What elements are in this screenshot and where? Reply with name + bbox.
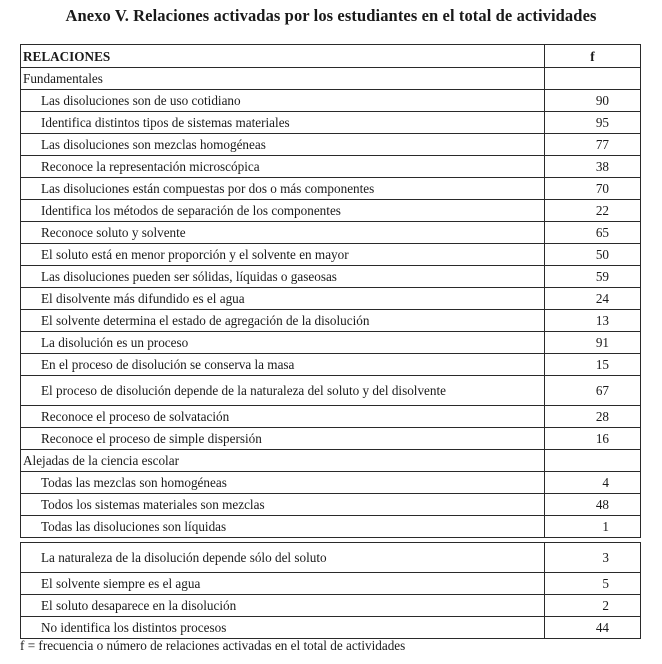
row-label: Reconoce el proceso de solvatación <box>21 406 545 428</box>
row-label: Las disoluciones son mezclas homogéneas <box>21 134 545 156</box>
table-row <box>21 617 641 639</box>
row-label: La naturaleza de la disolución depende sólo del soluto <box>21 543 545 573</box>
row-frequency: 15 <box>545 354 641 376</box>
row-frequency: 24 <box>545 288 641 310</box>
table-row <box>21 472 641 494</box>
section-row <box>21 450 641 472</box>
row-label: En el proceso de disolución se conserva la masa <box>21 354 545 376</box>
header-f: f <box>545 45 641 68</box>
row-label: Todos los sistemas materiales son mezclas <box>21 494 545 516</box>
row-label: El proceso de disolución depende de la naturaleza del soluto y del disolvente <box>21 376 545 406</box>
row-frequency: 59 <box>545 266 641 288</box>
row-frequency: 22 <box>545 200 641 222</box>
table-row <box>21 354 641 376</box>
row-frequency: 1 <box>545 516 641 538</box>
row-label: Reconoce el proceso de simple dispersión <box>21 428 545 450</box>
table-row <box>21 516 641 538</box>
table-row <box>21 595 641 617</box>
row-label: El solvente determina el estado de agregación de la disolución <box>21 310 545 332</box>
row-label: Identifica distintos tipos de sistemas materiales <box>21 112 545 134</box>
table-row <box>21 112 641 134</box>
table-row <box>21 494 641 516</box>
row-frequency: 91 <box>545 332 641 354</box>
row-label: El soluto desaparece en la disolución <box>21 595 545 617</box>
table-row <box>21 573 641 595</box>
row-label: La disolución es un proceso <box>21 332 545 354</box>
row-label: Todas las mezclas son homogéneas <box>21 472 545 494</box>
row-frequency: 70 <box>545 178 641 200</box>
table-row <box>21 90 641 112</box>
row-label: Reconoce la representación microscópica <box>21 156 545 178</box>
row-label: Todas las disoluciones son líquidas <box>21 516 545 538</box>
row-label: El solvente siempre es el agua <box>21 573 545 595</box>
row-label: El disolvente más difundido es el agua <box>21 288 545 310</box>
row-frequency: 3 <box>545 543 641 573</box>
row-frequency: 4 <box>545 472 641 494</box>
row-frequency: 38 <box>545 156 641 178</box>
table-row <box>21 134 641 156</box>
footnote: f = frecuencia o número de relaciones activadas en el total de actividades <box>20 638 406 653</box>
table-row <box>21 222 641 244</box>
table-row <box>21 200 641 222</box>
row-frequency: 50 <box>545 244 641 266</box>
table-row <box>21 310 641 332</box>
section-label-fundamentales: Fundamentales <box>21 68 545 90</box>
row-label: No identifica los distintos procesos <box>21 617 545 639</box>
row-label: Identifica los métodos de separación de los componentes <box>21 200 545 222</box>
row-frequency: 16 <box>545 428 641 450</box>
header-relaciones: RELACIONES <box>21 45 545 68</box>
row-frequency: 67 <box>545 376 641 406</box>
table-row <box>21 156 641 178</box>
row-label: Las disoluciones están compuestas por dos o más componentes <box>21 178 545 200</box>
table-header-row <box>21 45 641 68</box>
table-row <box>21 288 641 310</box>
table-row <box>21 266 641 288</box>
row-frequency: 77 <box>545 134 641 156</box>
row-label: Reconoce soluto y solvente <box>21 222 545 244</box>
table-row <box>21 376 641 406</box>
table-title: Anexo V. Relaciones activadas por los estudiantes en el total de actividades <box>65 6 597 25</box>
row-label: Las disoluciones pueden ser sólidas, líquidas o gaseosas <box>21 266 545 288</box>
table-row <box>21 178 641 200</box>
section-empty-cell <box>545 450 641 472</box>
section-label-alejadas: Alejadas de la ciencia escolar <box>21 450 545 472</box>
row-frequency: 48 <box>545 494 641 516</box>
row-frequency: 95 <box>545 112 641 134</box>
row-frequency: 13 <box>545 310 641 332</box>
row-frequency: 65 <box>545 222 641 244</box>
row-label: El soluto está en menor proporción y el solvente en mayor <box>21 244 545 266</box>
row-label: Las disoluciones son de uso cotidiano <box>21 90 545 112</box>
row-frequency: 28 <box>545 406 641 428</box>
row-frequency: 5 <box>545 573 641 595</box>
table-row <box>21 244 641 266</box>
row-frequency: 90 <box>545 90 641 112</box>
table-row <box>21 543 641 573</box>
table-row <box>21 332 641 354</box>
row-frequency: 44 <box>545 617 641 639</box>
row-frequency: 2 <box>545 595 641 617</box>
table-row <box>21 428 641 450</box>
section-row <box>21 68 641 90</box>
section-empty-cell <box>545 68 641 90</box>
table-row <box>21 406 641 428</box>
relations-table <box>20 44 641 639</box>
